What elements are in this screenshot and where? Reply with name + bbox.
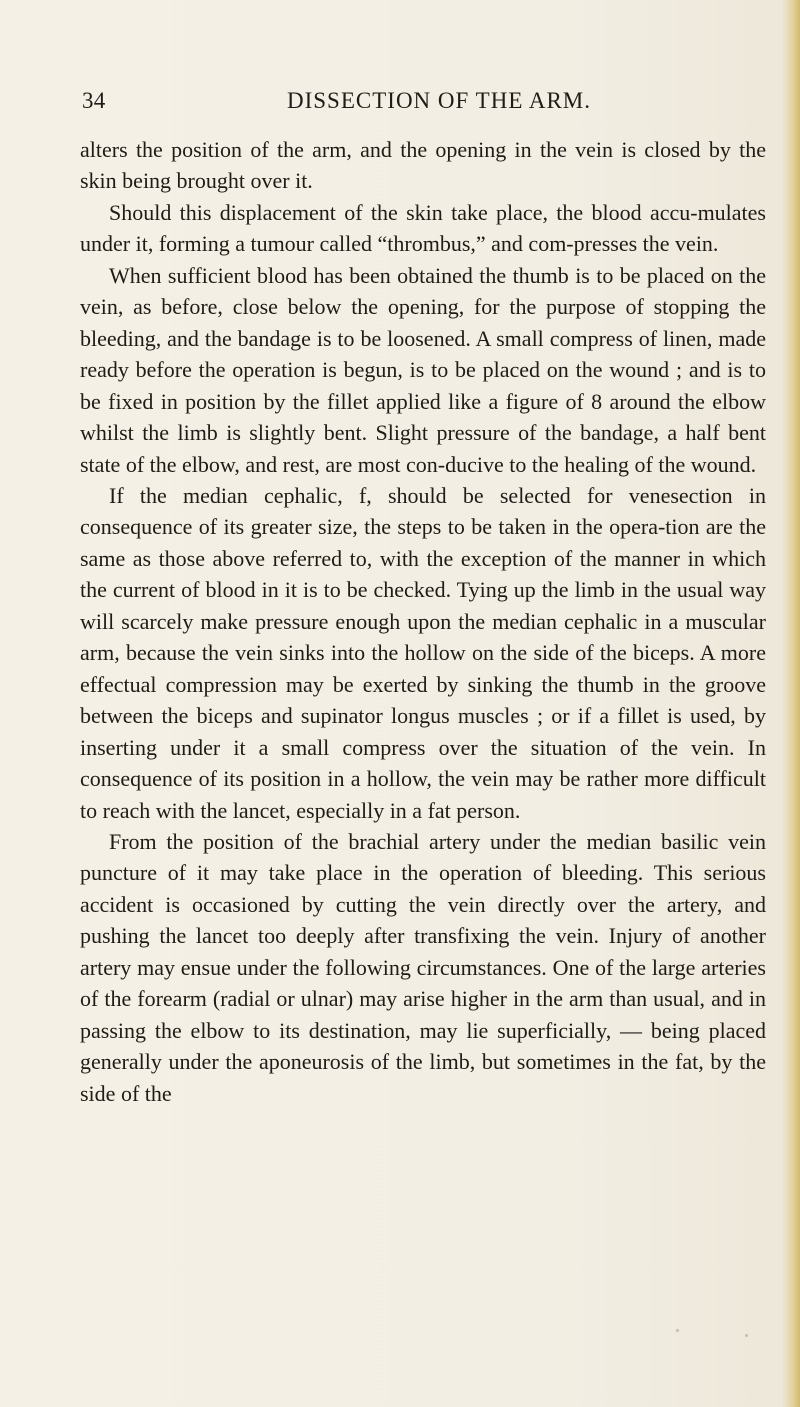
page-edge-shadow [782, 0, 800, 1407]
paragraph: From the position of the brachial artery under the median basilic vein puncture of it may take place in the operation of bleeding. This serious accident is occasioned by cutting the vein directly over the artery, and pushing the lancet too deeply after transfixing the vein. Injury of another artery may ensue under the following circumstances. One of the large arteries of the forearm (radial or ulnar) may arise higher in the arm than usual, and in passing the elbow to its destination, may lie superficially, — being placed generally under the aponeurosis of the limb, but sometimes in the fat, by the side of the [80, 828, 766, 1106]
paragraph: Should this displacement of the skin take place, the blood accu-mulates under it, forming a tumour called “thrombus,” and com-presses the vein. [80, 199, 766, 257]
paragraph: If the median cephalic, f, should be selected for venesection in consequence of its greater size, the steps to be taken in the opera-tion are the same as those above referred to, with the exception of the manner in which the current of blood in it is to be checked. Tying up the limb in the usual way will scarcely make pressure enough upon the median cephalic in a muscular arm, because the vein sinks into the hollow on the side of the biceps. A more effectual compression may be exerted by sinking the thumb in the groove between the biceps and supinator longus muscles ; or if a fillet is used, by inserting under it a small compress over the situation of the vein. In consequence of its position in a hollow, the vein may be rather more difficult to reach with the lancet, especially in a fat person. [80, 482, 766, 823]
paper-speck [745, 1334, 748, 1337]
page-header [82, 88, 762, 118]
running-head: DISSECTION OF THE ARM. [287, 88, 591, 113]
page-number: 34 [82, 88, 106, 113]
paragraph: alters the position of the arm, and the opening in the vein is closed by the skin being brought over it. [80, 137, 766, 194]
paragraph: When sufficient blood has been obtained the thumb is to be placed on the vein, as before, close below the opening, for the purpose of stopping the bleeding, and the bandage is to be loosened. A small compress of linen, made ready before the operation is begun, is to be placed on the wound ; and is to be fixed in position by the fillet applied like a figure of 8 around the elbow whilst the limb is slightly bent. Slight pressure of the bandage, a half bent state of the elbow, and rest, are most con-ducive to the healing of the wound. [80, 262, 766, 477]
paper-speck [676, 1329, 679, 1332]
body-text [80, 134, 766, 1109]
